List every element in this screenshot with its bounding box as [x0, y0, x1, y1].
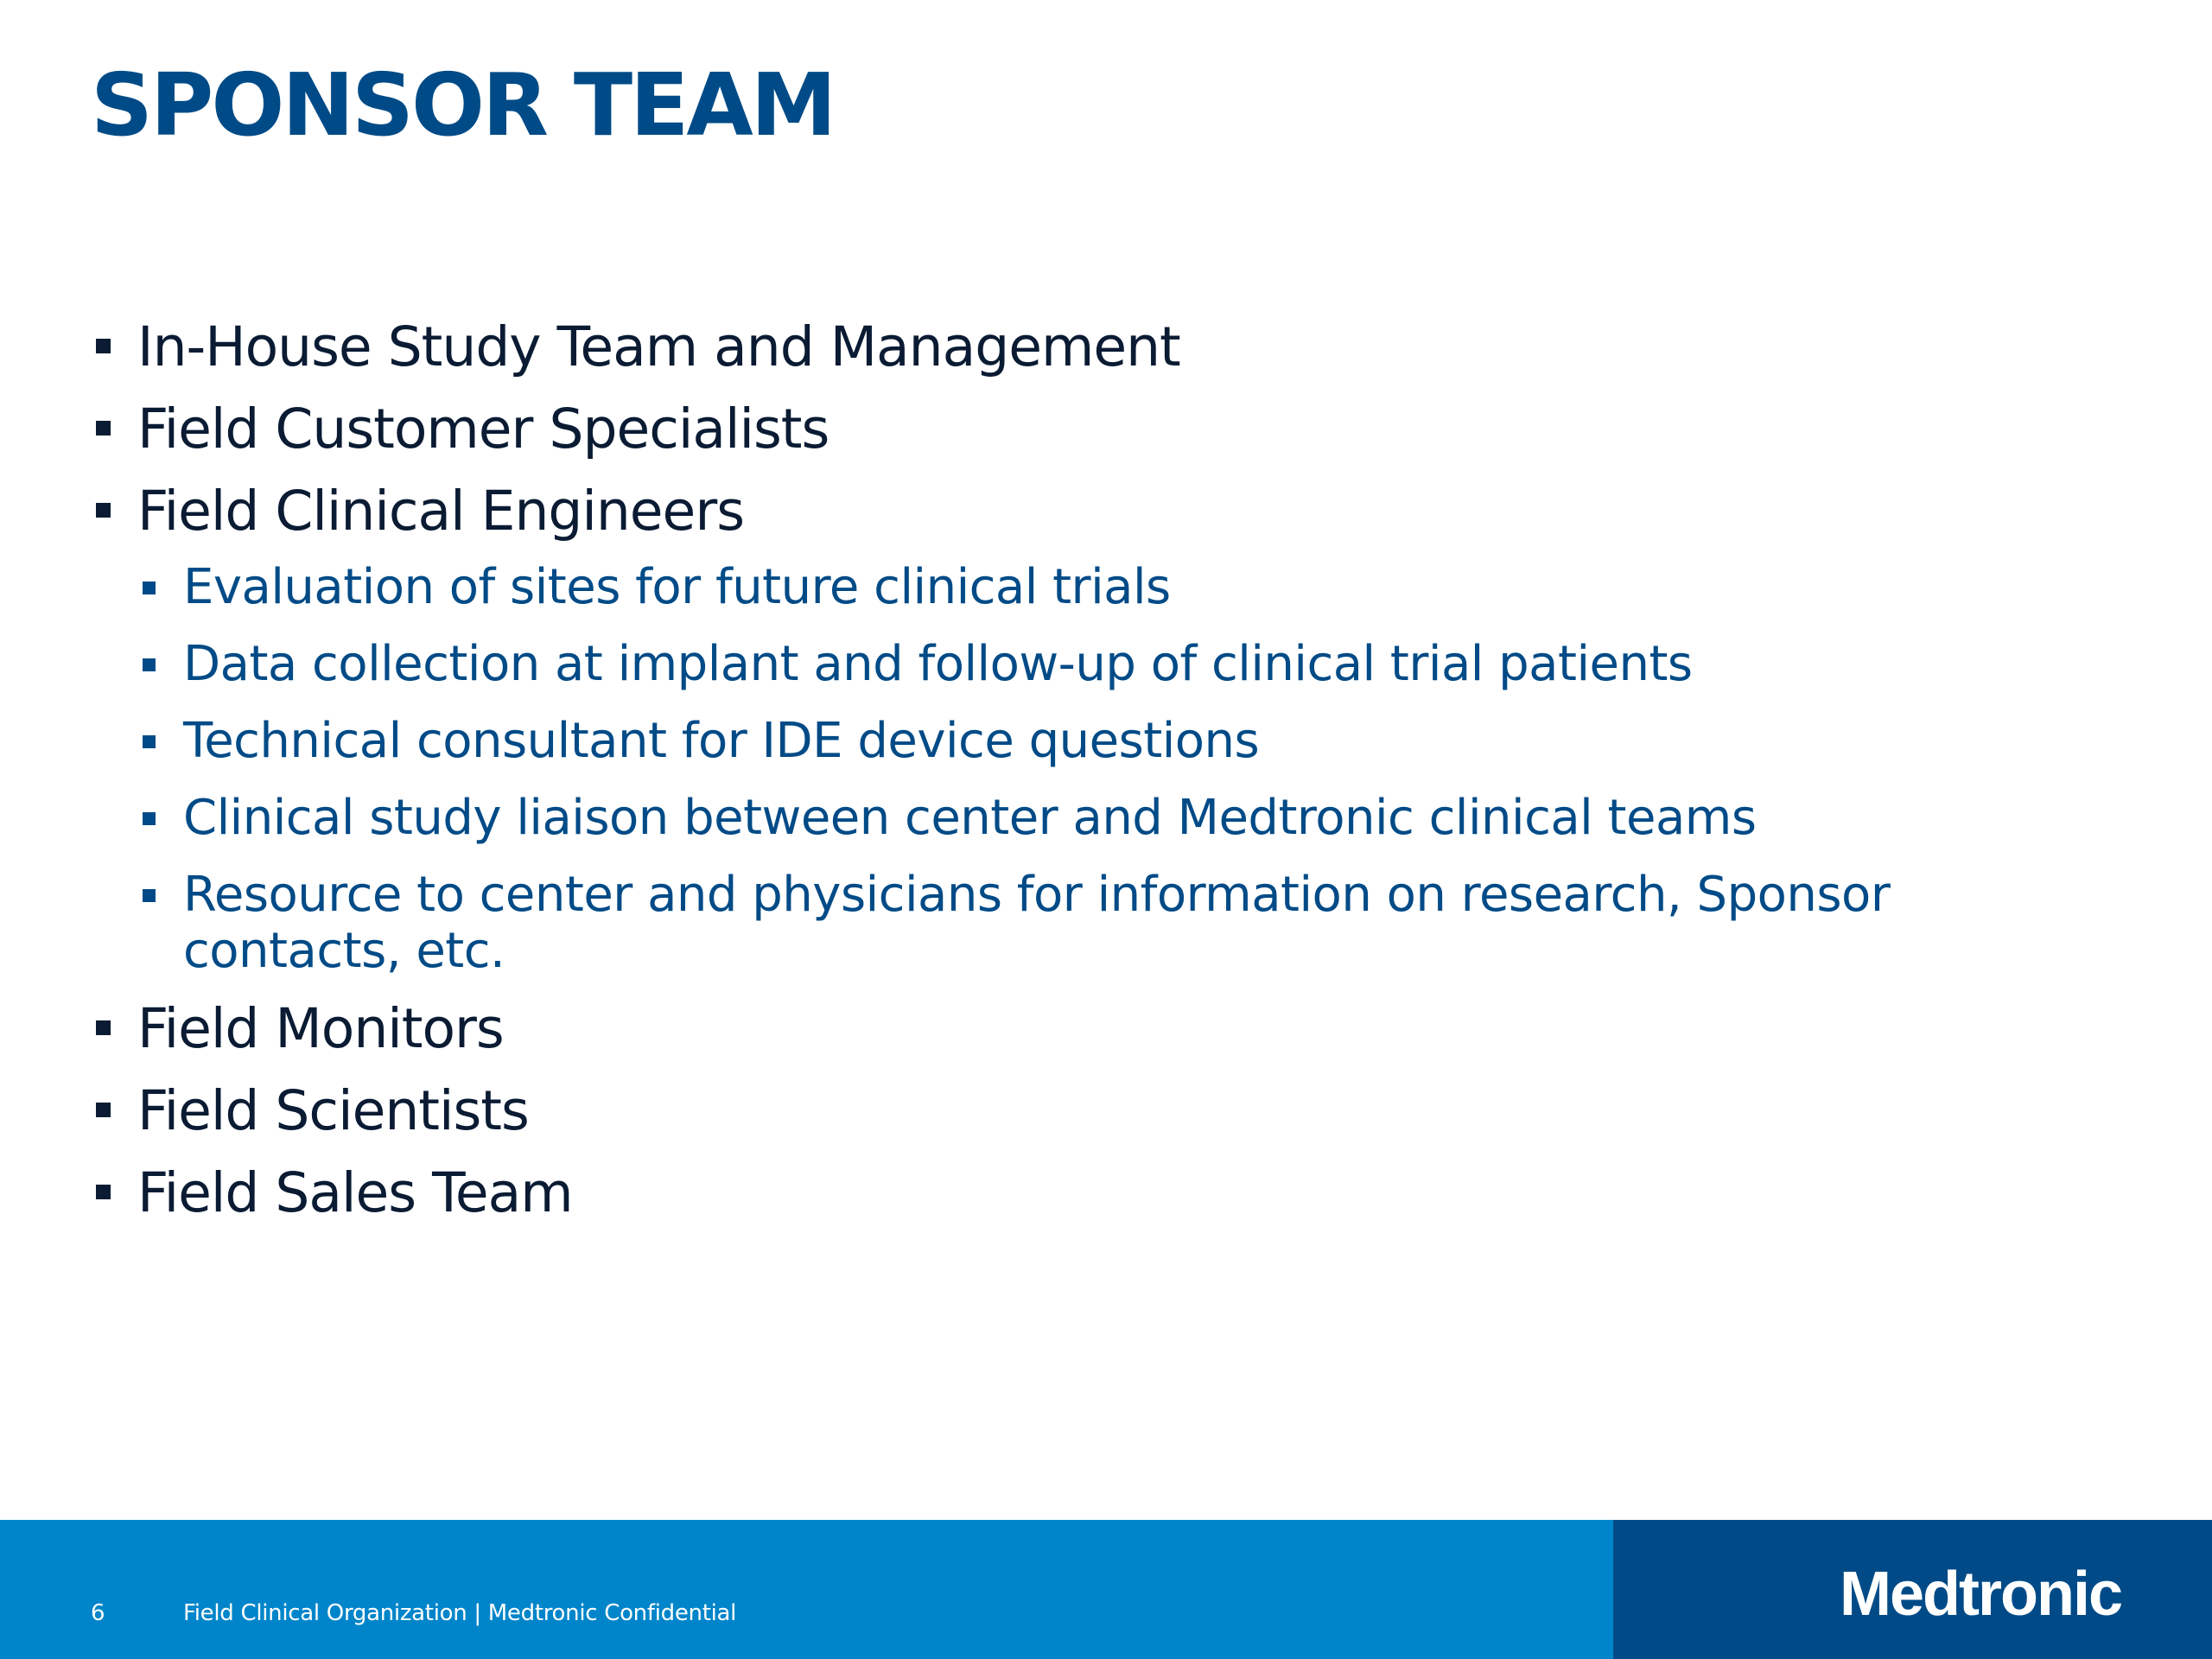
footer-text: Field Clinical Organization | Medtronic Confidential	[183, 1600, 737, 1626]
sub-bullet-item	[91, 867, 2147, 979]
bullet-text: In-House Study Team and Management	[137, 315, 1180, 378]
bullet-item	[91, 1159, 2147, 1228]
square-bullet-icon	[143, 735, 156, 748]
square-bullet-icon	[96, 1020, 111, 1035]
square-bullet-icon	[96, 1185, 111, 1199]
bullet-item	[91, 313, 2147, 382]
sub-bullet-item	[91, 790, 2147, 846]
bullet-text: Field Scientists	[137, 1079, 529, 1142]
sub-bullet-text: Resource to center and physicians for information on research, Sponsor contacts, etc.	[183, 867, 1891, 979]
medtronic-logo: Medtronic	[1839, 1560, 2121, 1629]
bullet-text: Field Monitors	[137, 997, 504, 1060]
sub-bullet-text: Clinical study liaison between center and Medtronic clinical teams	[183, 790, 1757, 846]
square-bullet-icon	[96, 503, 111, 518]
square-bullet-icon	[143, 889, 156, 902]
square-bullet-icon	[96, 421, 111, 435]
logo-panel	[1613, 1520, 2212, 1659]
square-bullet-icon	[96, 1103, 111, 1117]
bullet-item	[91, 395, 2147, 464]
footer-bar	[0, 1520, 2212, 1659]
square-bullet-icon	[96, 339, 111, 353]
square-bullet-icon	[143, 812, 156, 825]
square-bullet-icon	[143, 658, 156, 671]
slide-title: SPONSOR TEAM	[91, 54, 835, 156]
bullet-item	[91, 477, 2147, 546]
square-bullet-icon	[143, 582, 156, 594]
sub-bullet-text: Technical consultant for IDE device questions	[183, 713, 1260, 769]
page-number: 6	[91, 1600, 105, 1626]
bullet-text: Field Customer Specialists	[137, 397, 830, 461]
bullet-text: Field Clinical Engineers	[137, 480, 745, 543]
sub-bullet-text: Evaluation of sites for future clinical trials	[183, 559, 1171, 615]
sub-bullet-item	[91, 713, 2147, 769]
bullet-text: Field Sales Team	[137, 1161, 573, 1224]
sub-bullet-item	[91, 559, 2147, 615]
sub-bullet-item	[91, 636, 2147, 692]
bullet-item	[91, 1077, 2147, 1146]
bullet-item	[91, 995, 2147, 1064]
bullet-list	[91, 313, 2147, 1241]
sub-bullet-text: Data collection at implant and follow-up of clinical trial patients	[183, 636, 1693, 692]
